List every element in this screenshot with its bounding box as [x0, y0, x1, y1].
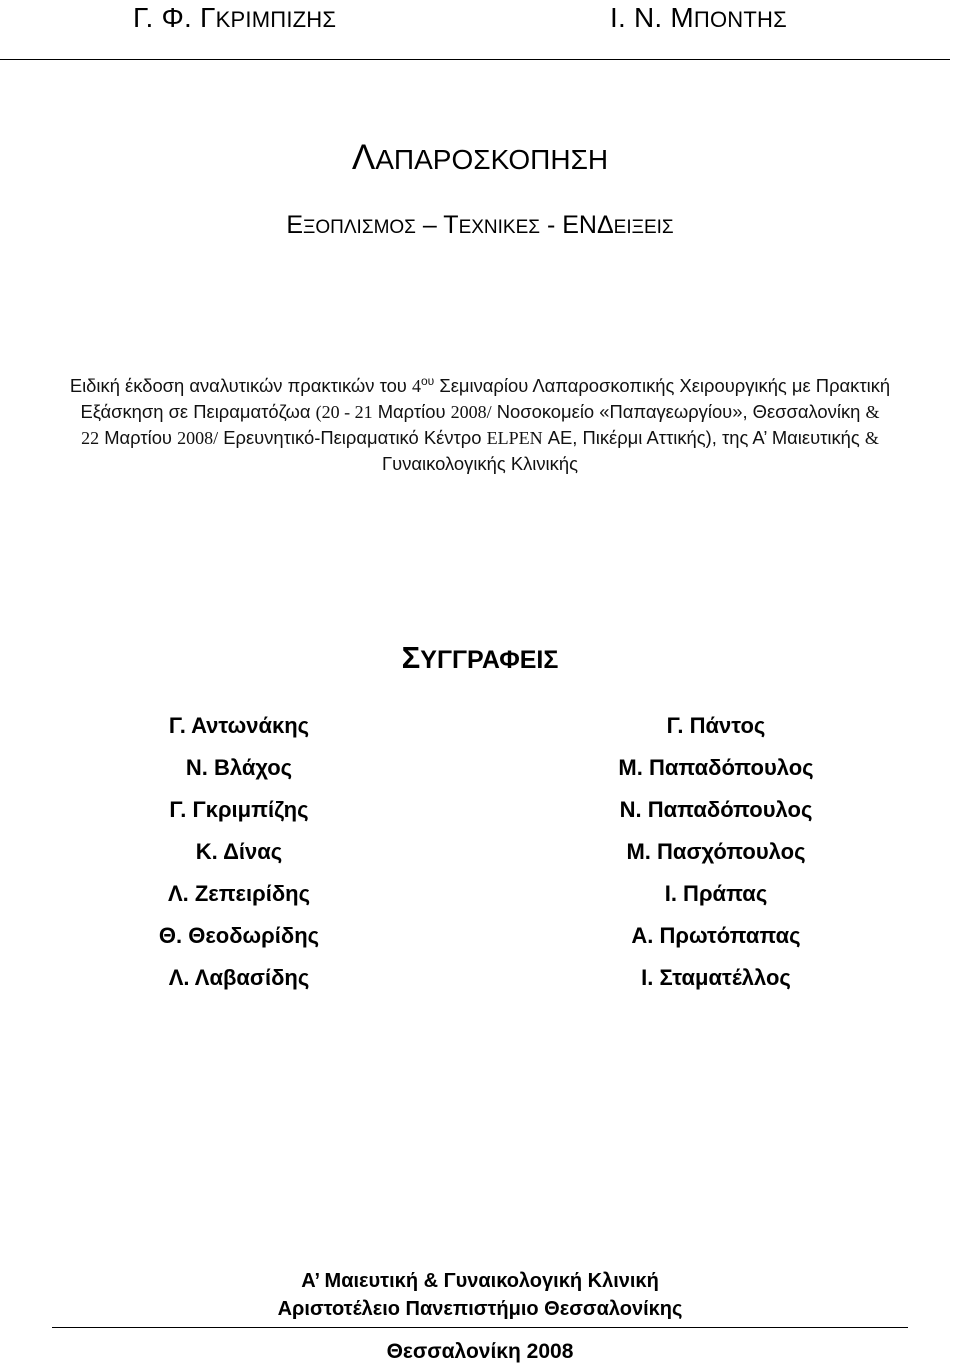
- authors-heading: [0, 640, 960, 676]
- author-name: Γ. Γκριμπίζης: [169, 797, 309, 822]
- date-number: (20 - 21: [315, 402, 373, 422]
- description-line-1: [22, 373, 938, 399]
- authors-heading-rest: ΥΓΓΡΑΦΕΙΣ: [420, 646, 559, 674]
- author-name: Ν. Παπαδόπουλος: [619, 797, 813, 822]
- ordinal-suffix: ου: [420, 373, 435, 388]
- author-name: Λ. Ζεπειρίδης: [167, 881, 311, 906]
- subtitle-w2-rest: ΕΧΝΙΚΕΣ: [458, 217, 540, 238]
- description-text: Νοσοκομείο «Παπαγεωργίου», Θεσσαλονίκη: [491, 401, 866, 422]
- description-text: Ειδική έκδοση αναλυτικών πρακτικών του: [69, 375, 412, 396]
- clinic-name: Α’ Μαιευτική & Γυναικολογική Κλινική: [301, 1270, 659, 1292]
- author-name: Ι. Σταματέλλος: [641, 965, 791, 990]
- editor-left-initials: Γ. Φ.: [133, 2, 201, 33]
- author-name: Γ. Αντωνάκης: [168, 713, 310, 738]
- header-divider: [0, 59, 950, 60]
- description-text: ΑΕ, Πικέρμι Αττικής), της Α’ Μαιευτικής: [542, 427, 865, 448]
- editor-left: [133, 2, 336, 34]
- author-name: Μ. Πασχόπουλος: [626, 839, 806, 864]
- author-name: Μ. Παπαδόπουλος: [618, 755, 814, 780]
- elpen-name: ELPEN: [486, 428, 543, 448]
- author-name: Λ. Λαβασίδης: [168, 965, 310, 990]
- author-name: Ι. Πράπας: [664, 881, 768, 906]
- year-number: 2008/: [177, 428, 219, 448]
- description-text: Ερευνητικό-Πειραματικό Κέντρο: [218, 427, 487, 448]
- editor-left-surname: ΚΡΙΜΠΙΖΗΣ: [215, 7, 337, 32]
- title-rest: ΑΠΑΡΟΣΚΟΠΗΣΗ: [375, 144, 609, 175]
- authors-heading-first: Σ: [401, 640, 421, 675]
- book-subtitle: [0, 211, 960, 240]
- subtitle-w3-mid: Ν: [578, 211, 597, 239]
- edition-description: [22, 373, 938, 476]
- authors-column-right: [566, 705, 866, 999]
- institution-block: [0, 1267, 960, 1323]
- description-text: Εξάσκηση σε Πειραματόζωα: [80, 401, 316, 422]
- subtitle-w1-first: Ε: [286, 211, 304, 239]
- editors-header: [0, 0, 960, 48]
- description-text: Μαρτίου: [372, 401, 451, 422]
- editor-left-first-letter: Γ: [200, 2, 216, 33]
- authors-column-left: [89, 705, 389, 999]
- subtitle-sep2: -: [540, 211, 563, 239]
- title-first-letter: Λ: [351, 138, 376, 177]
- editor-right-first-letter: Μ: [670, 2, 694, 33]
- seminar-number: 4: [411, 376, 421, 396]
- year-number: 2008/: [450, 402, 492, 422]
- book-title: [0, 138, 960, 178]
- editor-right-surname: ΠΟΝΤΗΣ: [693, 7, 787, 32]
- subtitle-w2-first: Τ: [443, 211, 459, 239]
- description-text: Μαρτίου: [99, 427, 178, 448]
- university-name: Αριστοτέλειο Πανεπιστήμιο Θεσσαλονίκης: [277, 1298, 683, 1320]
- author-name: Γ. Πάντος: [666, 713, 766, 738]
- editor-right: [610, 2, 787, 34]
- subtitle-sep1: –: [415, 211, 444, 239]
- author-name: Ν. Βλάχος: [185, 755, 293, 780]
- subtitle-w3-rest: ΕΙΞΕΙΣ: [613, 217, 674, 238]
- description-line-4: Γυναικολογικής Κλινικής: [382, 453, 578, 474]
- editor-right-initials: Ι. Ν.: [610, 2, 671, 33]
- subtitle-w3-first: Ε: [562, 211, 579, 239]
- date-number: 22: [81, 428, 100, 448]
- city-year: Θεσσαλονίκη 2008: [386, 1340, 574, 1363]
- description-text: Σεμιναρίου Λαπαροσκοπικής Χειρουργικής με Πρακτική: [434, 375, 891, 396]
- footer-divider: [52, 1327, 908, 1328]
- description-line-3: [22, 425, 938, 451]
- author-name: Α. Πρωτόπαπας: [631, 923, 801, 948]
- subtitle-w1-rest: ΞΟΠΛΙΣΜΟΣ: [303, 217, 416, 238]
- ampersand: &: [864, 428, 879, 448]
- subtitle-w3-delta: Δ: [596, 211, 614, 239]
- ampersand: &: [865, 402, 880, 422]
- description-line-2: [22, 399, 938, 425]
- author-name: Θ. Θεοδωρίδης: [158, 923, 320, 948]
- author-name: Κ. Δίνας: [195, 839, 283, 864]
